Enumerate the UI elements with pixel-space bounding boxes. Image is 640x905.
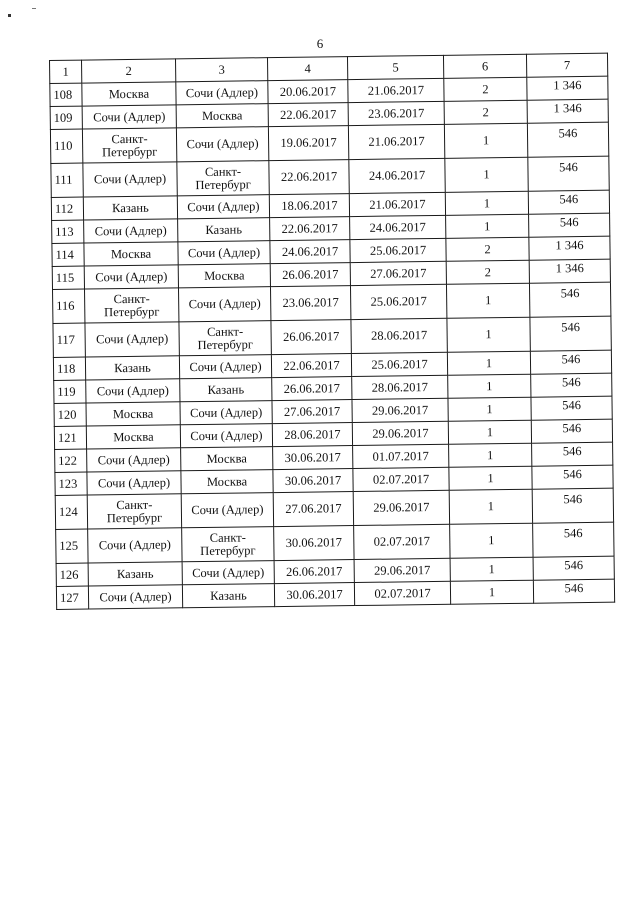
origin-cell: Москва [86, 425, 180, 449]
row-number-cell: 118 [53, 357, 85, 380]
origin-cell: Сочи (Адлер) [84, 265, 178, 289]
row-number-cell: 123 [55, 472, 87, 495]
scan-speck-2 [32, 8, 36, 9]
column-7-cell: 546 [532, 442, 613, 466]
origin-cell: Санкт-Петербург [87, 494, 181, 529]
column-6-cell: 1 [445, 157, 528, 192]
column-6-cell: 2 [444, 100, 527, 124]
row-number-cell: 124 [55, 495, 87, 529]
date-start-cell: 30.06.2017 [274, 583, 354, 607]
date-end-cell: 29.06.2017 [352, 398, 448, 422]
row-number-cell: 108 [50, 83, 82, 106]
origin-cell: Казань [88, 562, 182, 586]
destination-cell: Сочи (Адлер) [176, 127, 268, 162]
origin-cell: Москва [82, 82, 176, 106]
date-end-cell: 24.06.2017 [350, 215, 446, 239]
row-number-cell: 116 [53, 289, 85, 323]
destination-cell: Сочи (Адлер) [182, 561, 274, 585]
date-start-cell: 30.06.2017 [274, 526, 354, 561]
date-start-cell: 18.06.2017 [269, 194, 349, 218]
column-7-cell: 1 346 [529, 259, 610, 283]
destination-cell: Москва [181, 470, 273, 494]
row-number-cell: 127 [56, 586, 88, 609]
date-end-cell: 29.06.2017 [352, 421, 448, 445]
date-end-cell: 21.06.2017 [348, 124, 444, 159]
column-7-cell: 546 [532, 488, 613, 523]
column-6-cell: 1 [450, 557, 533, 581]
column-7-cell: 546 [533, 579, 614, 603]
date-start-cell: 30.06.2017 [273, 446, 353, 470]
origin-cell: Москва [86, 402, 180, 426]
row-number-cell: 117 [53, 323, 85, 357]
column-6-cell: 2 [444, 77, 527, 101]
date-start-cell: 22.06.2017 [270, 217, 350, 241]
date-end-cell: 02.07.2017 [353, 467, 449, 491]
origin-cell: Казань [83, 196, 177, 220]
date-start-cell: 26.06.2017 [272, 377, 352, 401]
date-start-cell: 22.06.2017 [271, 354, 351, 378]
date-start-cell: 30.06.2017 [273, 469, 353, 493]
date-start-cell: 20.06.2017 [268, 80, 348, 104]
schedule-table [49, 53, 615, 610]
date-start-cell: 19.06.2017 [268, 126, 348, 161]
date-end-cell: 25.06.2017 [350, 238, 446, 262]
column-6-cell: 1 [447, 317, 530, 352]
row-number-cell: 121 [54, 426, 86, 449]
origin-cell: Санкт-Петербург [82, 128, 176, 163]
date-start-cell: 27.06.2017 [272, 400, 352, 424]
column-7-cell: 546 [529, 282, 610, 317]
destination-cell: Сочи (Адлер) [178, 241, 270, 265]
date-end-cell: 29.06.2017 [354, 558, 450, 582]
origin-cell: Сочи (Адлер) [82, 105, 176, 129]
row-number-cell: 125 [56, 529, 88, 563]
origin-cell: Сочи (Адлер) [87, 448, 181, 472]
date-start-cell: 26.06.2017 [274, 560, 354, 584]
column-7-cell: 546 [527, 122, 608, 157]
column-7-cell: 546 [531, 419, 612, 443]
column-6-cell: 1 [448, 397, 531, 421]
destination-cell: Москва [181, 447, 273, 471]
column-7-cell: 546 [529, 213, 610, 237]
column-6-cell: 1 [449, 489, 532, 524]
date-end-cell: 28.06.2017 [352, 375, 448, 399]
row-number-cell: 115 [52, 266, 84, 289]
column-7-cell: 546 [533, 522, 614, 557]
column-6-cell: 1 [447, 351, 530, 375]
header-cell: 3 [175, 58, 267, 82]
column-7-cell: 1 346 [527, 76, 608, 100]
date-end-cell: 27.06.2017 [350, 261, 446, 285]
row-number-cell: 120 [54, 403, 86, 426]
date-end-cell: 25.06.2017 [351, 352, 447, 376]
column-7-cell: 1 346 [529, 236, 610, 260]
destination-cell: Сочи (Адлер) [179, 355, 271, 379]
destination-cell: Санкт-Петербург [179, 321, 271, 356]
row-number-cell: 109 [50, 106, 82, 129]
column-6-cell: 1 [445, 191, 528, 215]
destination-cell: Москва [176, 104, 268, 128]
date-start-cell: 22.06.2017 [268, 103, 348, 127]
row-number-cell: 113 [52, 220, 84, 243]
date-end-cell: 25.06.2017 [350, 284, 446, 319]
column-7-cell: 546 [530, 350, 611, 374]
row-number-cell: 126 [56, 563, 88, 586]
destination-cell: Казань [178, 218, 270, 242]
column-7-cell: 546 [531, 396, 612, 420]
date-end-cell: 23.06.2017 [348, 101, 444, 125]
date-end-cell: 24.06.2017 [349, 158, 445, 193]
column-7-cell: 1 346 [527, 99, 608, 123]
scan-speck-1 [8, 14, 11, 17]
date-end-cell: 28.06.2017 [351, 318, 447, 353]
column-6-cell: 1 [449, 466, 532, 490]
header-cell: 5 [347, 55, 443, 79]
origin-cell: Казань [85, 356, 179, 380]
column-7-cell: 546 [530, 316, 611, 351]
table-body [50, 76, 615, 609]
origin-cell: Сочи (Адлер) [87, 471, 181, 495]
row-number-cell: 112 [51, 197, 83, 220]
date-end-cell: 21.06.2017 [349, 192, 445, 216]
column-6-cell: 1 [450, 580, 533, 604]
destination-cell: Сочи (Адлер) [177, 195, 269, 219]
column-6-cell: 1 [449, 443, 532, 467]
destination-cell: Санкт-Петербург [177, 161, 269, 196]
destination-cell: Сочи (Адлер) [181, 493, 273, 528]
destination-cell: Сочи (Адлер) [180, 424, 272, 448]
row-number-cell: 119 [54, 380, 86, 403]
column-6-cell: 1 [446, 283, 529, 318]
date-end-cell: 02.07.2017 [354, 581, 450, 605]
origin-cell: Сочи (Адлер) [83, 162, 177, 197]
table-container [49, 53, 614, 610]
date-end-cell: 29.06.2017 [353, 490, 449, 525]
date-start-cell: 22.06.2017 [269, 160, 349, 195]
column-6-cell: 2 [446, 260, 529, 284]
row-number-cell: 114 [52, 243, 84, 266]
destination-cell: Казань [182, 584, 274, 608]
header-cell: 1 [50, 60, 82, 83]
header-cell: 7 [526, 53, 607, 77]
column-7-cell: 546 [531, 373, 612, 397]
date-start-cell: 24.06.2017 [270, 240, 350, 264]
column-6-cell: 1 [450, 523, 533, 558]
destination-cell: Сочи (Адлер) [178, 287, 270, 322]
origin-cell: Сочи (Адлер) [88, 585, 182, 609]
column-6-cell: 2 [446, 237, 529, 261]
origin-cell: Сочи (Адлер) [84, 219, 178, 243]
date-start-cell: 26.06.2017 [270, 263, 350, 287]
date-end-cell: 02.07.2017 [354, 524, 450, 559]
column-7-cell: 546 [533, 556, 614, 580]
date-start-cell: 26.06.2017 [271, 320, 351, 355]
origin-cell: Сочи (Адлер) [86, 379, 180, 403]
date-start-cell: 27.06.2017 [273, 492, 353, 527]
date-start-cell: 23.06.2017 [270, 286, 350, 321]
origin-cell: Москва [84, 242, 178, 266]
row-number-cell: 122 [55, 449, 87, 472]
origin-cell: Санкт-Петербург [85, 288, 179, 323]
date-start-cell: 28.06.2017 [272, 423, 352, 447]
destination-cell: Сочи (Адлер) [180, 401, 272, 425]
page-number: 6 [316, 36, 324, 51]
column-7-cell: 546 [528, 156, 609, 191]
column-6-cell: 1 [448, 420, 531, 444]
row-number-cell: 111 [51, 163, 83, 197]
column-7-cell: 546 [528, 190, 609, 214]
header-cell: 6 [443, 54, 526, 78]
row-number-cell: 110 [50, 129, 82, 163]
header-cell: 4 [267, 57, 347, 81]
destination-cell: Москва [178, 264, 270, 288]
destination-cell: Сочи (Адлер) [176, 81, 268, 105]
column-6-cell: 1 [448, 374, 531, 398]
column-6-cell: 1 [446, 214, 529, 238]
date-end-cell: 01.07.2017 [353, 444, 449, 468]
destination-cell: Санкт-Петербург [182, 527, 274, 562]
column-6-cell: 1 [444, 123, 527, 158]
header-cell: 2 [82, 59, 176, 83]
origin-cell: Сочи (Адлер) [88, 528, 182, 563]
column-7-cell: 546 [532, 465, 613, 489]
date-end-cell: 21.06.2017 [348, 78, 444, 102]
destination-cell: Казань [180, 378, 272, 402]
origin-cell: Сочи (Адлер) [85, 322, 179, 357]
